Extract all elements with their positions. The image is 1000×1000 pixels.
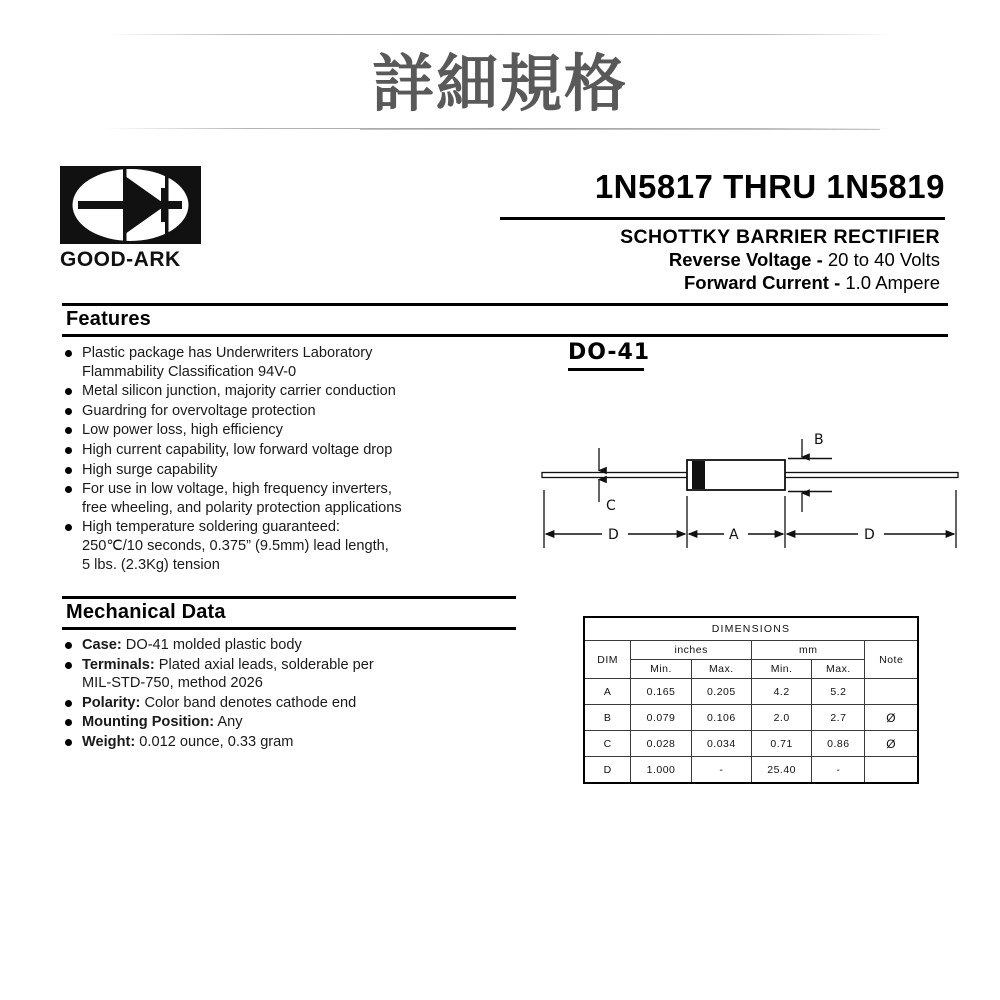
col-header-mm: mm [751, 641, 864, 660]
table-row [584, 731, 918, 757]
table-row [584, 757, 918, 784]
col-header-mm-max: Max. [812, 660, 865, 679]
col-header-inches-min: Min. [631, 660, 691, 679]
cell-mm-min: 2.0 [751, 705, 811, 731]
cell-dim: D [584, 757, 631, 784]
cell-dim: A [584, 679, 631, 705]
feature-item [62, 518, 532, 574]
feature-line: Flammability Classification 94V-0 [82, 363, 297, 380]
col-header-inches: inches [631, 641, 752, 660]
mechanical-item-label: Terminals: [82, 656, 155, 673]
feature-line: 5 lbs. (2.3Kg) tension [82, 556, 220, 573]
package-outline-drawing [540, 430, 960, 560]
mechanical-line [82, 694, 532, 713]
mechanical-item-value: DO-41 molded plastic body [121, 637, 302, 653]
mechanical-item-value: Plated axial leads, solderable per [154, 656, 374, 673]
table-row [584, 679, 918, 705]
features-rule-top [62, 303, 948, 306]
bullet-icon [65, 739, 72, 746]
feature-item [62, 402, 532, 421]
brand-name: GOOD-ARK [60, 248, 181, 271]
banner [0, 28, 1000, 136]
reverse-voltage-spec [480, 249, 940, 271]
mechanical-list [62, 636, 532, 753]
mechanical-line [82, 636, 532, 655]
cell-dim: C [584, 731, 631, 757]
cell-inches-min: 0.028 [631, 731, 691, 757]
bullet-icon [65, 447, 72, 454]
bullet-icon [65, 662, 72, 669]
callout-a: A [729, 527, 739, 543]
good-ark-diode-icon [60, 166, 201, 244]
cell-note [865, 679, 918, 705]
forward-current-label: Forward Current - [684, 272, 841, 293]
product-type-label: SCHOTTKY BARRIER RECTIFIER [620, 226, 940, 248]
mechanical-item-value: Any [214, 714, 243, 731]
feature-line: Guardring for overvoltage protection [82, 402, 316, 419]
dimensions-table [583, 616, 919, 784]
forward-current-spec [480, 272, 940, 294]
bullet-icon [65, 388, 72, 395]
table-header-row-1 [584, 641, 918, 660]
cell-mm-max: 5.2 [812, 679, 865, 705]
table-title: DIMENSIONS [584, 617, 918, 641]
cell-note: Ø [865, 731, 918, 757]
bullet-icon [65, 700, 72, 707]
feature-item [62, 461, 532, 480]
cell-inches-max: 0.034 [691, 731, 751, 757]
mechanical-item-label: Mounting Position: [82, 714, 215, 731]
features-heading: Features [66, 308, 151, 330]
bullet-icon [65, 524, 72, 531]
package-name-label: DO-41 [568, 340, 651, 365]
package-name-underline [568, 368, 644, 371]
reverse-voltage-value: 20 to 40 Volts [822, 249, 940, 270]
feature-line: free wheeling, and polarity protection applications [82, 499, 402, 516]
bullet-icon [65, 427, 72, 434]
feature-item [62, 344, 532, 381]
mechanical-item-label: Case: [82, 637, 122, 653]
bullet-icon [65, 486, 72, 493]
cell-inches-min: 0.165 [631, 679, 691, 705]
mechanical-line: MIL-STD-750, method 2026 [82, 675, 263, 692]
features-list [62, 344, 532, 575]
feature-item [62, 441, 532, 460]
mechanical-item [62, 733, 532, 752]
reverse-voltage-label: Reverse Voltage - [668, 249, 823, 270]
cell-mm-max: 0.86 [812, 731, 865, 757]
mechanical-item-label: Weight: [82, 733, 136, 750]
mechanical-rule-bottom [62, 627, 516, 630]
callout-d-left: D [608, 527, 619, 543]
cell-note: Ø [865, 705, 918, 731]
col-header-dim: DIM [584, 641, 631, 679]
mechanical-item [62, 656, 532, 693]
feature-item [62, 480, 532, 517]
feature-line: High current capability, low forward voltage drop [82, 441, 393, 458]
col-header-note: Note [865, 641, 918, 679]
feature-item [62, 382, 532, 401]
bullet-icon [65, 719, 72, 726]
feature-item [62, 421, 532, 440]
features-rule-bottom [62, 334, 948, 337]
cell-inches-max: 0.106 [691, 705, 751, 731]
table-title-row [584, 617, 918, 641]
bullet-icon [65, 642, 72, 649]
cell-mm-min: 25.40 [751, 757, 811, 784]
cell-inches-max: - [691, 757, 751, 784]
mechanical-line [82, 713, 532, 732]
feature-line: 250℃/10 seconds, 0.375” (9.5mm) lead length, [82, 537, 389, 554]
bullet-icon [65, 408, 72, 415]
mechanical-line [82, 656, 532, 675]
mechanical-line [82, 733, 532, 752]
forward-current-value: 1.0 Ampere [840, 272, 940, 293]
page-title: 詳細規格 [371, 47, 628, 120]
col-header-mm-min: Min. [751, 660, 811, 679]
bullet-icon [65, 350, 72, 357]
feature-line: High surge capability [82, 461, 218, 478]
cell-mm-min: 4.2 [751, 679, 811, 705]
callout-c: C [606, 498, 616, 514]
cell-mm-max: 2.7 [812, 705, 865, 731]
col-header-inches-max: Max. [691, 660, 751, 679]
mechanical-item [62, 694, 532, 713]
feature-line: Metal silicon junction, majority carrier conduction [82, 383, 396, 400]
mechanical-item-value: Color band denotes cathode end [140, 694, 357, 711]
part-number-title: 1N5817 THRU 1N5819 [594, 168, 945, 205]
cell-mm-min: 0.71 [751, 731, 811, 757]
cell-inches-min: 1.000 [631, 757, 691, 784]
callout-b: B [814, 432, 824, 448]
header-divider [500, 217, 945, 220]
feature-line: High temperature soldering guaranteed: [82, 519, 340, 536]
cell-note [865, 757, 918, 784]
brand-logo [60, 166, 204, 272]
callout-d-right: D [864, 527, 875, 543]
mechanical-item-value: 0.012 ounce, 0.33 gram [135, 733, 294, 750]
feature-line: Low power loss, high efficiency [82, 422, 283, 439]
mechanical-heading: Mechanical Data [66, 601, 226, 623]
bullet-icon [65, 467, 72, 474]
mechanical-item-label: Polarity: [82, 694, 141, 711]
cell-mm-max: - [812, 757, 865, 784]
feature-line: For use in low voltage, high frequency inverters, [82, 481, 392, 498]
table-row [584, 705, 918, 731]
mechanical-rule-top [62, 596, 516, 599]
cell-inches-min: 0.079 [631, 705, 691, 731]
do41-outline-svg [540, 430, 960, 560]
cell-inches-max: 0.205 [691, 679, 751, 705]
diode-symbol-icon [60, 166, 201, 244]
cell-dim: B [584, 705, 631, 731]
banner-rule-top [105, 34, 895, 35]
feature-line: Plastic package has Underwriters Laboratory [82, 345, 373, 361]
mechanical-item [62, 713, 532, 732]
banner-rule-bottom-accent [360, 129, 880, 130]
mechanical-item [62, 636, 532, 655]
